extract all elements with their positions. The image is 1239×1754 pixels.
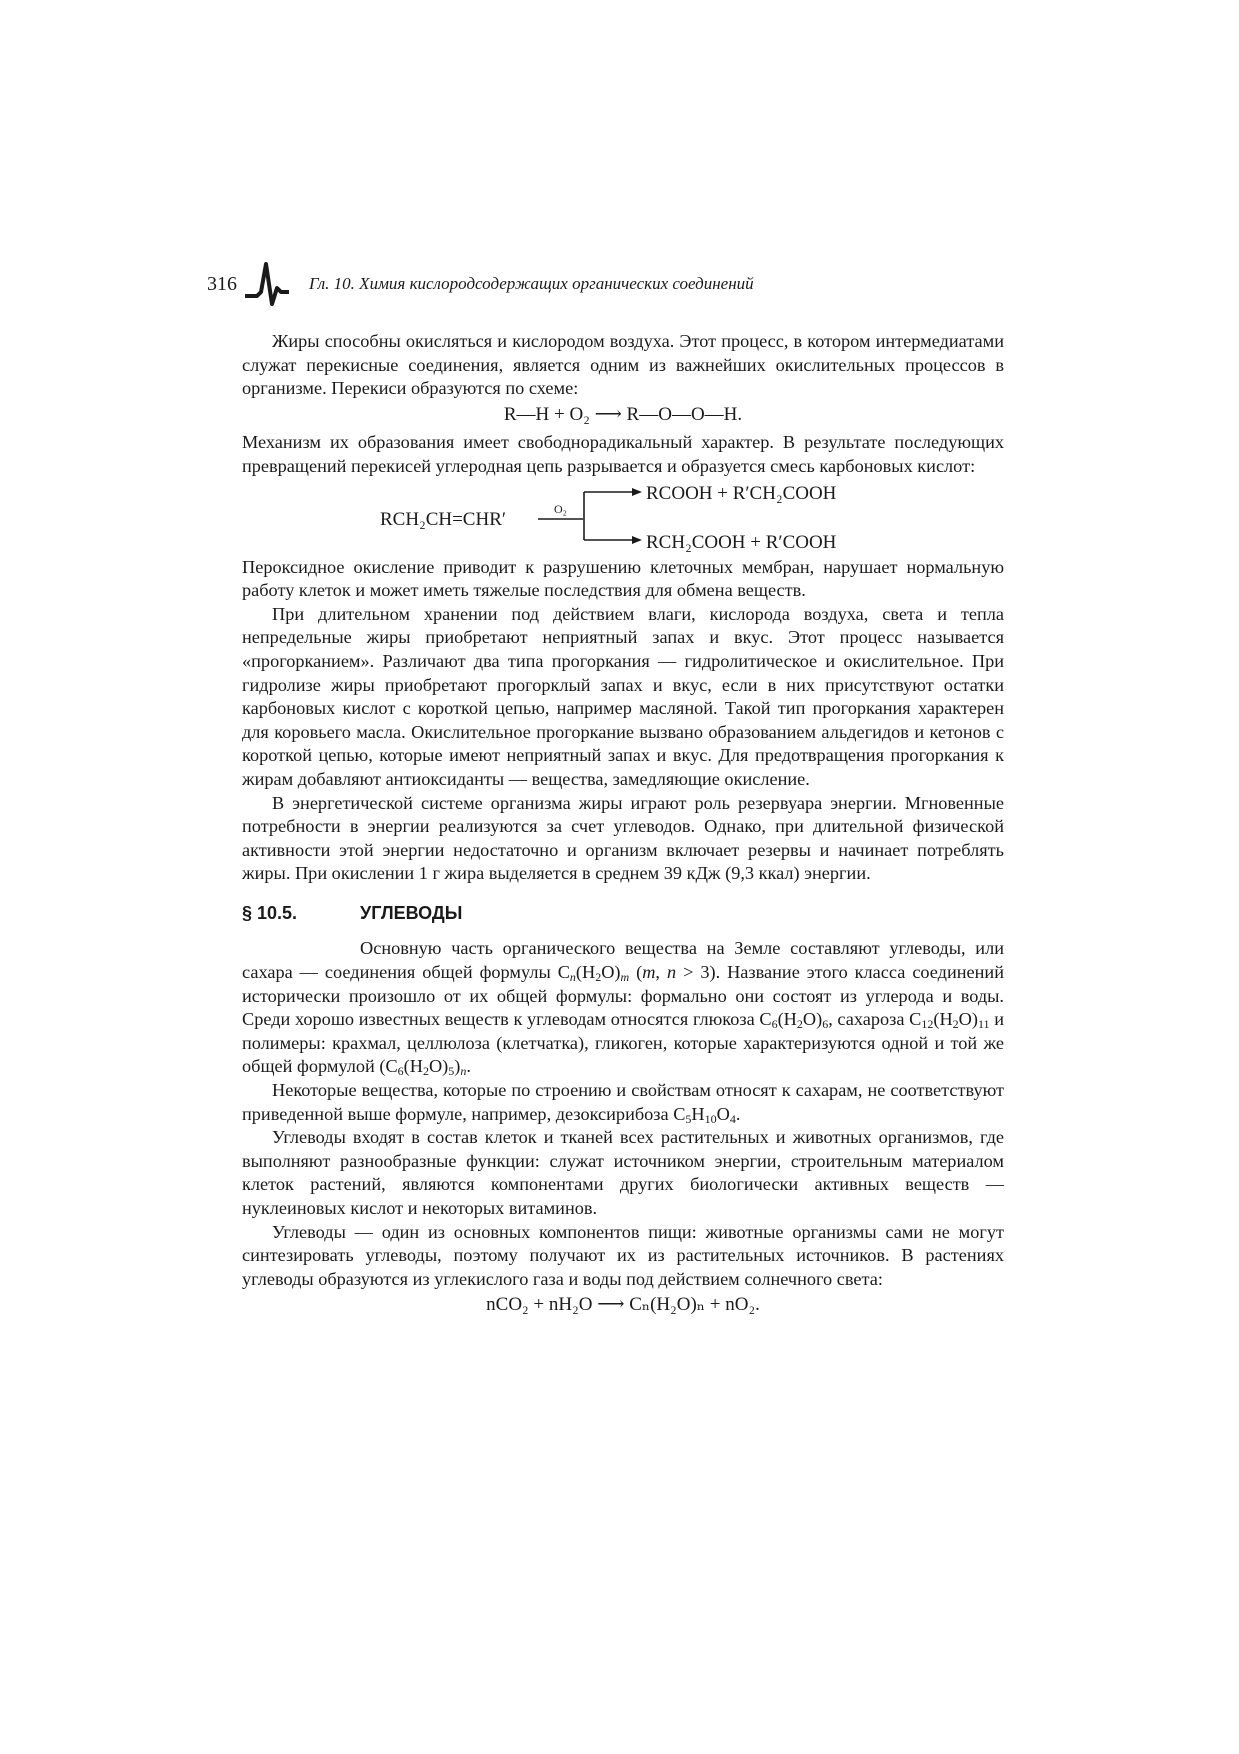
section-title: УГЛЕВОДЫ <box>360 902 463 923</box>
paragraph: Некоторые вещества, которые по строению и свойствам относят к сахарам, не соответствуют приведенной выше формуле, например, дезоксирибоза $C_5H_{10}O_4$. <box>242 1080 1004 1126</box>
scheme-arrows <box>538 492 636 540</box>
oxidation-scheme <box>242 480 1004 552</box>
arrow-head-icon <box>632 488 642 496</box>
scheme-reactant: RCH₂CH=CHR′ <box>380 508 507 530</box>
equation-photosynthesis: nCO₂ + nH₂O ⟶ Cₙ(H₂O)ₙ + nO₂. <box>486 1294 760 1316</box>
section-number: § 10.5. <box>242 902 298 923</box>
scheme-product-bottom: RCH₂COOH + R′COOH <box>646 531 837 552</box>
scheme-product-top: RCOOH + R′CH₂COOH <box>646 482 837 504</box>
scheme-reagent: O₂ <box>554 501 567 516</box>
paragraph: Основную часть органического вещества на Земле составляют углеводы, или сахара — соединения общей формулы $C_n(H_2O)_m$ (m, n > 3). Название этого класса соединений исторически произошло от их общей формулы: формально они состоят из углерода и воды. Среди хорошо известных веществ к углеводам относятся глюкоза $C_6(H_2O)_6$, сахароза $C_{12}(H_2O)_{11}$ и полимеры: крахмал, целлюлоза (клетчатка), гликоген, которые характеризуются одной и той же общей формулой $(C_6(H_2O)_5)_n$. <box>242 938 1004 1079</box>
running-head: Гл. 10. Химия кислородсодержащих органических соединений <box>309 274 754 293</box>
paragraph: Механизм их образования имеет свободнорадикальный характер. В результате последующих превращений перекисей углеродная цепь разрывается и образуется смесь карбоновых кислот: <box>242 432 1004 476</box>
body-text <box>242 330 1004 1322</box>
paragraph: В энергетической системе организма жиры играют роль резервуара энергии. Мгновенные потребности в энергии реализуются за счет углеводов. Однако, при длительной физической активности этой энергии недостаточно и организм включает резервы и начинает потреблять жиры. При окислении 1 г жира выделяется в среднем 39 кДж (9,3 ккал) энергии. <box>242 792 1004 884</box>
paragraph: При длительном хранении под действием влаги, кислорода воздуха, света и тепла непредельные жиры приобретают неприятный запах и вкус. Этот процесс называется «прогорканием». Различают два типа прогоркания — гидролитическое и окислительное. При гидролизе жиры приобретают прогорклый запах и вкус, если в них присутствуют остатки карбоновых кислот с короткой цепью, например масляной. Такой тип прогоркания характерен для коровьего масла. Окислительное прогоркание вызвано образованием альдегидов и кетонов с короткой цепью, которые имеют неприятный запах и вкус. Для предотвращения прогоркания к жирам добавляют антиоксиданты — вещества, замедляющие окисление. <box>242 603 1004 789</box>
pulse-logo-icon <box>243 262 299 306</box>
section-heading <box>242 902 1004 926</box>
paragraph: Жиры способны окисляться и кислородом воздуха. Этот процесс, в котором интермедиатами служат перекисные соединения, является одним из важнейших окислительных процессов в организме. Перекиси образуются по схеме: <box>242 331 1004 399</box>
page-header <box>207 262 967 306</box>
paragraph: Углеводы входят в состав клеток и тканей всех растительных и животных организмов, где выполняют разнообразные функции: служат источником энергии, строительным материалом клеток растений, являются компонентами других биологически активных веществ — нуклеиновых кислот и некоторых витаминов. <box>242 1127 1004 1218</box>
arrow-head-icon <box>632 536 642 544</box>
paragraph: Углеводы — один из основных компонентов пищи: животные организмы сами не могут синтезировать углеводы, поэтому получают их из растительных источников. В растениях углеводы образуются из углекислого газа и воды под действием солнечного света: <box>242 1221 1004 1289</box>
equation-peroxide: R—H + O₂ ⟶ R—O—O—H. <box>503 403 743 425</box>
page-number: 316 <box>207 272 237 295</box>
paragraph: Пероксидное окисление приводит к разрушению клеточных мембран, нарушает нормальную работу клеток и может иметь тяжелые последствия для обмена веществ. <box>242 556 1004 601</box>
